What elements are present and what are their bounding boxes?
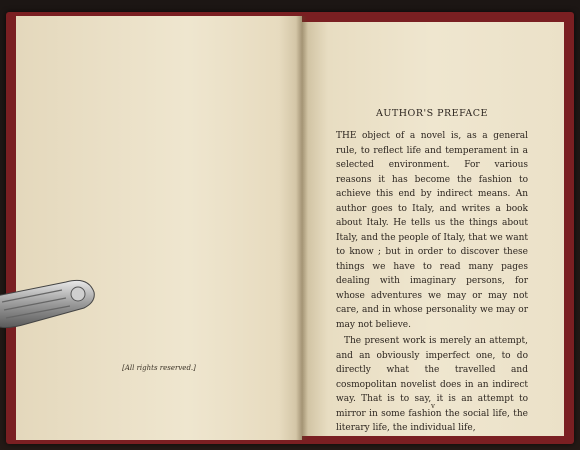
book-gutter <box>296 16 308 440</box>
preface-text <box>336 108 528 436</box>
page-number: v <box>431 402 435 410</box>
rights-notice: [All rights reserved.] <box>122 364 196 372</box>
paragraph: THE object of a novel is, as a general rule, to reflect life and temperament in a selected environment. For various reasons it has become the fashion to achieve this end by indirect means. An author goes to Italy, and writes a book about Italy. He tells us the things about Italy, and the people of Italy, that we want to know ; but in order to discover these things we have to read many pages dealing with imaginary persons, for whose adventures we may or may not care, and in whose personality we may or may not believe. <box>336 131 529 330</box>
preface-heading: AUTHOR'S PREFACE <box>376 108 488 119</box>
silver-page-clip-icon <box>0 278 106 338</box>
left-page <box>16 16 302 440</box>
paragraph: The present work is merely an attempt, and an obviously imperfect one, to do directly what the travelled and cosmopolitan novelist does in an indirect way. That is to say, it is an attempt to mirror in some fashion the social life, the literary life, the individual life, <box>336 336 528 433</box>
